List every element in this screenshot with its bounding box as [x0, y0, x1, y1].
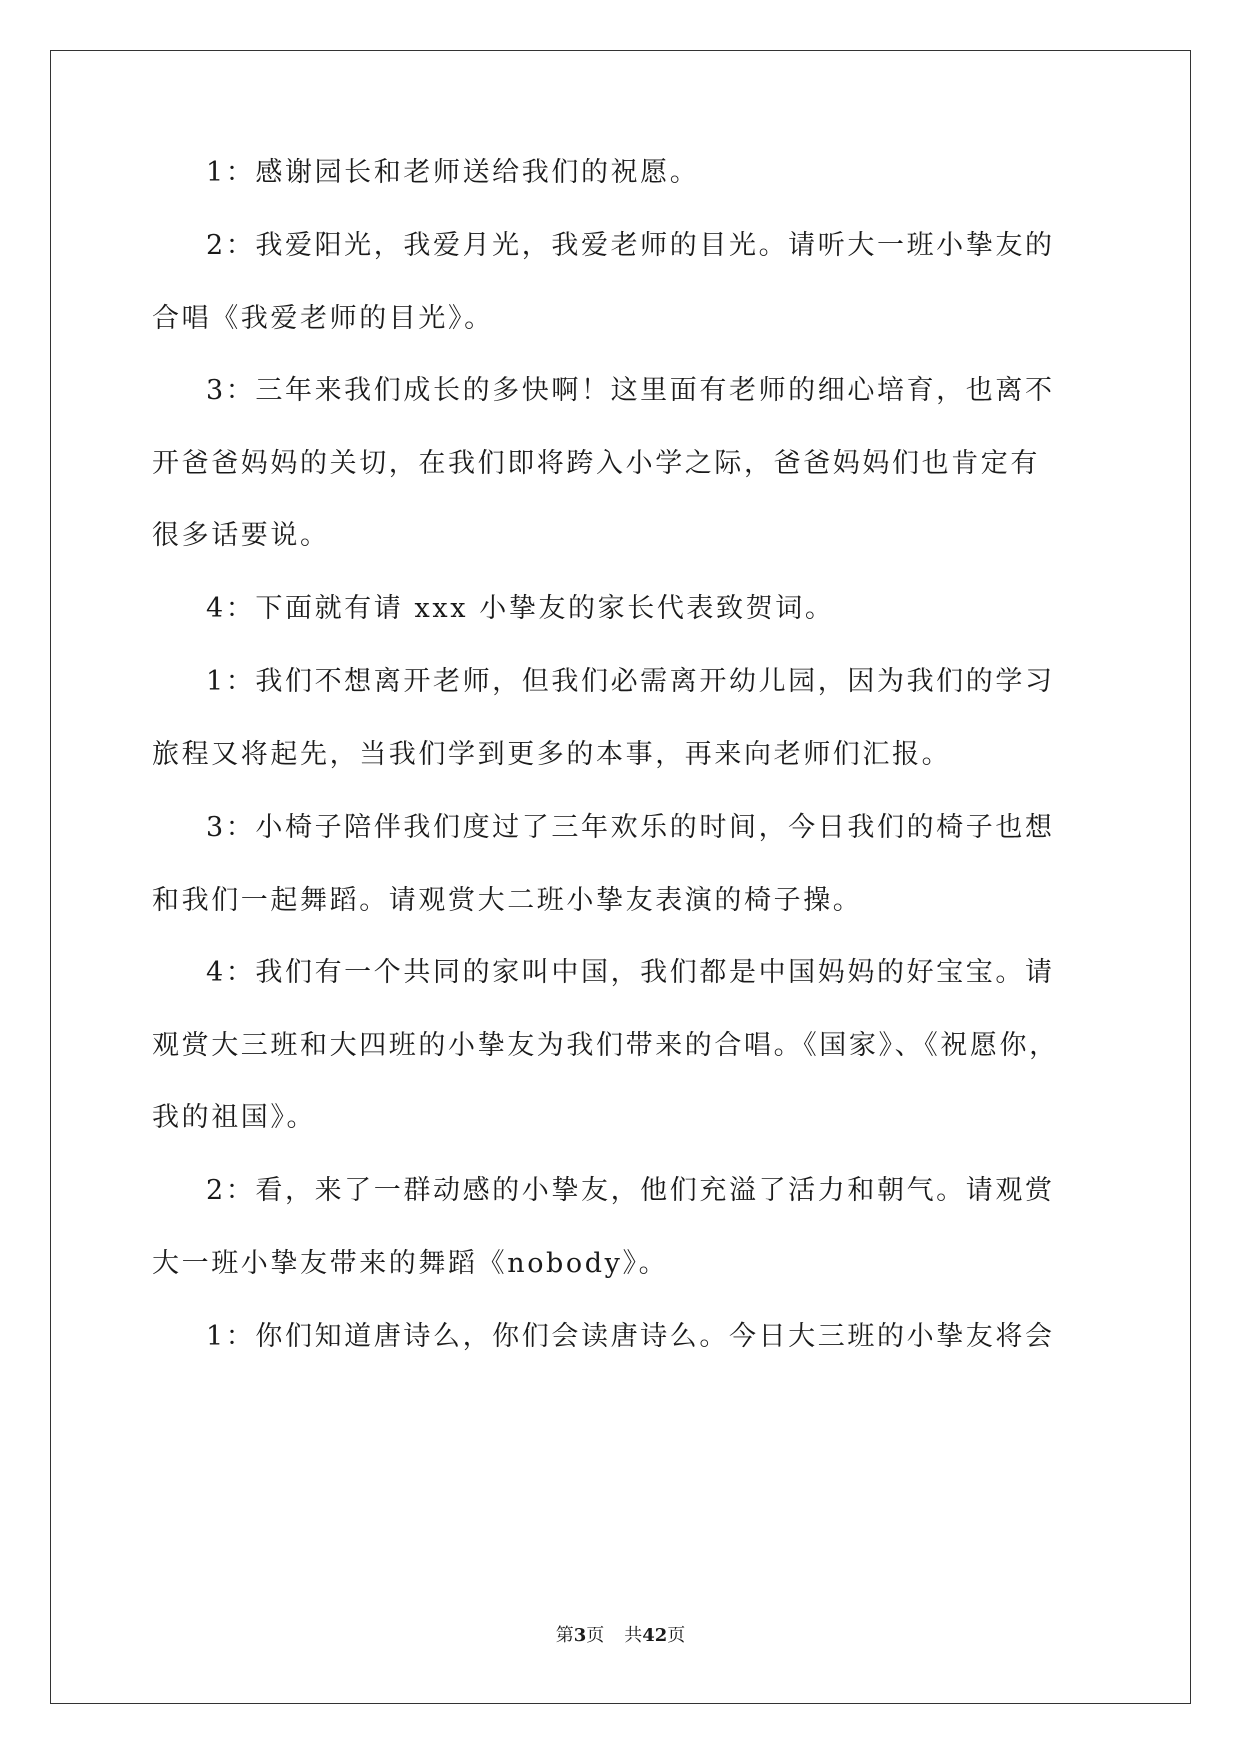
paragraph-6-line-1: 3：小椅子陪伴我们度过了三年欢乐的时间，今日我们的椅子也想 — [206, 812, 1055, 843]
paragraph-3-line-1: 3：三年来我们成长的多快啊！这里面有老师的细心培育，也离不 — [206, 375, 1055, 406]
page-footer — [0, 1624, 1241, 1648]
total-prefix: 共 — [624, 1625, 643, 1646]
page-border — [50, 50, 1191, 1704]
paragraph-7-line-2: 观赏大三班和大四班的小挚友为我们带来的合唱。《国家》、《祝愿你， — [152, 1030, 1059, 1061]
paragraph-9-line-1: 1：你们知道唐诗么，你们会读唐诗么。今日大三班的小挚友将会 — [206, 1321, 1055, 1352]
paragraph-2-line-2: 合唱《我爱老师的目光》。 — [152, 303, 494, 334]
total-pages: 42 — [642, 1625, 668, 1646]
paragraph-7-line-3: 我的祖国》。 — [152, 1102, 317, 1133]
paragraph-8-line-1: 2：看，来了一群动感的小挚友，他们充溢了活力和朝气。请观赏 — [206, 1175, 1055, 1206]
paragraph-3-line-2: 开爸爸妈妈的关切，在我们即将跨入小学之际，爸爸妈妈们也肯定有 — [152, 448, 1040, 479]
paragraph-3-line-3: 很多话要说。 — [152, 520, 330, 551]
page-suffix: 页 — [586, 1625, 605, 1646]
total-suffix: 页 — [667, 1625, 686, 1646]
paragraph-8-line-2: 大一班小挚友带来的舞蹈《nobody》。 — [152, 1248, 669, 1279]
page-prefix: 第 — [555, 1625, 574, 1646]
paragraph-4-line-1: 4：下面就有请 xxx 小挚友的家长代表致贺词。 — [206, 593, 835, 624]
paragraph-5-line-1: 1：我们不想离开老师，但我们必需离开幼儿园，因为我们的学习 — [206, 666, 1055, 697]
paragraph-1-line-1: 1：感谢园长和老师送给我们的祝愿。 — [206, 157, 700, 188]
paragraph-2-line-1: 2：我爱阳光，我爱月光，我爱老师的目光。请听大一班小挚友的 — [206, 230, 1055, 261]
paragraph-6-line-2: 和我们一起舞蹈。请观赏大二班小挚友表演的椅子操。 — [152, 885, 863, 916]
paragraph-5-line-2: 旅程又将起先，当我们学到更多的本事，再来向老师们汇报。 — [152, 739, 952, 770]
paragraph-7-line-1: 4：我们有一个共同的家叫中国，我们都是中国妈妈的好宝宝。请 — [206, 957, 1055, 988]
page-number: 3 — [573, 1625, 587, 1646]
